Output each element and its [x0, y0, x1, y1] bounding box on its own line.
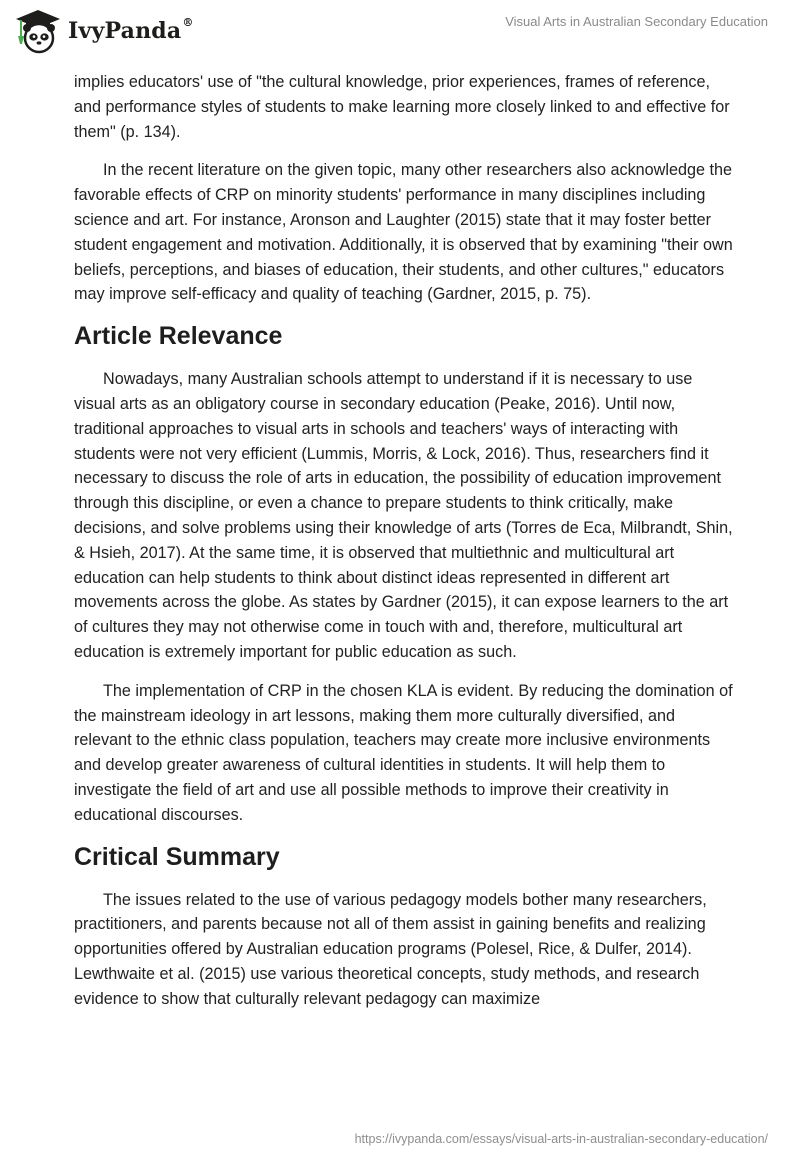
panda-graduate-icon [14, 8, 62, 54]
paragraph-article-relevance-2: The implementation of CRP in the chosen KLA is evident. By reducing the domination of the mainstream ideology in art lessons, making them more culturally diversified, and relevant to the ethnic class population, teachers may create more inclusive environments and develop greater awareness of cultural identities in students. It will help them to investigate the field of art and use all possible methods to improve their creativity in educational discourses. [74, 681, 733, 824]
ivypanda-logo[interactable] [14, 8, 194, 54]
paragraph-crp-literature: In the recent literature on the given topic, many other researchers also acknowledge the favorable effects of CRP on minority students' performance in many disciplines including science and art. For instance, Aronson and Laughter (2015) state that it may foster better student engagement and motivation. Additionally, it is observed that by examining "their own beliefs, perceptions, and biases of education, their students, and other cultures," educators may improve self-efficacy and quality of teaching (Gardner, 2015, p. 75). [74, 161, 733, 304]
paragraph-critical-summary-1: The issues related to the use of various pedagogy models bother many researchers, practitioners, and parents because not all of them assist in gaining benefits and realizing opportunities offered by Australian education programs (Polesel, Rice, & Dulfer, 2014). Lewthwaite et al. (2015) use various theoretical concepts, study methods, and research evidence to show that culturally relevant pedagogy can maximize [74, 890, 707, 1008]
document-title: Visual Arts in Australian Secondary Education [505, 14, 768, 29]
essay-body [74, 70, 734, 1026]
source-url[interactable]: https://ivypanda.com/essays/visual-arts-in-australian-secondary-education/ [354, 1132, 768, 1146]
paragraph-article-relevance-1: Nowadays, many Australian schools attempt to understand if it is necessary to use visual arts as an obligatory course in secondary education (Peake, 2016). Until now, traditional approaches to visual arts in schools and teachers' ways of interacting with students were not very efficient (Lummis, Morris, & Lock, 2016). Thus, researchers find it necessary to discuss the role of arts in education, the possibility of education improvement through this discipline, or even a chance to prepare students to think critically, make decisions, and solve problems using their knowledge of arts (Torres de Eca, Milbrandt, Shin, & Hsieh, 2017). At the same time, it is observed that multiethnic and multicultural art education can help students to think about distinct ideas represented in different art movements across the globe. As states by Gardner (2015), it can expose learners to the art of cultures they may not otherwise come in touch with and, therefore, multicultural art education is extremely important for public education as such. [74, 370, 733, 661]
brand-name: IvyPanda® [68, 16, 194, 44]
heading-critical-summary: Critical Summary [74, 842, 280, 871]
page-header [0, 0, 800, 64]
heading-article-relevance: Article Relevance [74, 322, 283, 351]
paragraph-cont: implies educators' use of "the cultural knowledge, prior experiences, frames of reference, and performance styles of students to make learning more closely linked to and effective for them" (p. 134). [74, 73, 730, 141]
